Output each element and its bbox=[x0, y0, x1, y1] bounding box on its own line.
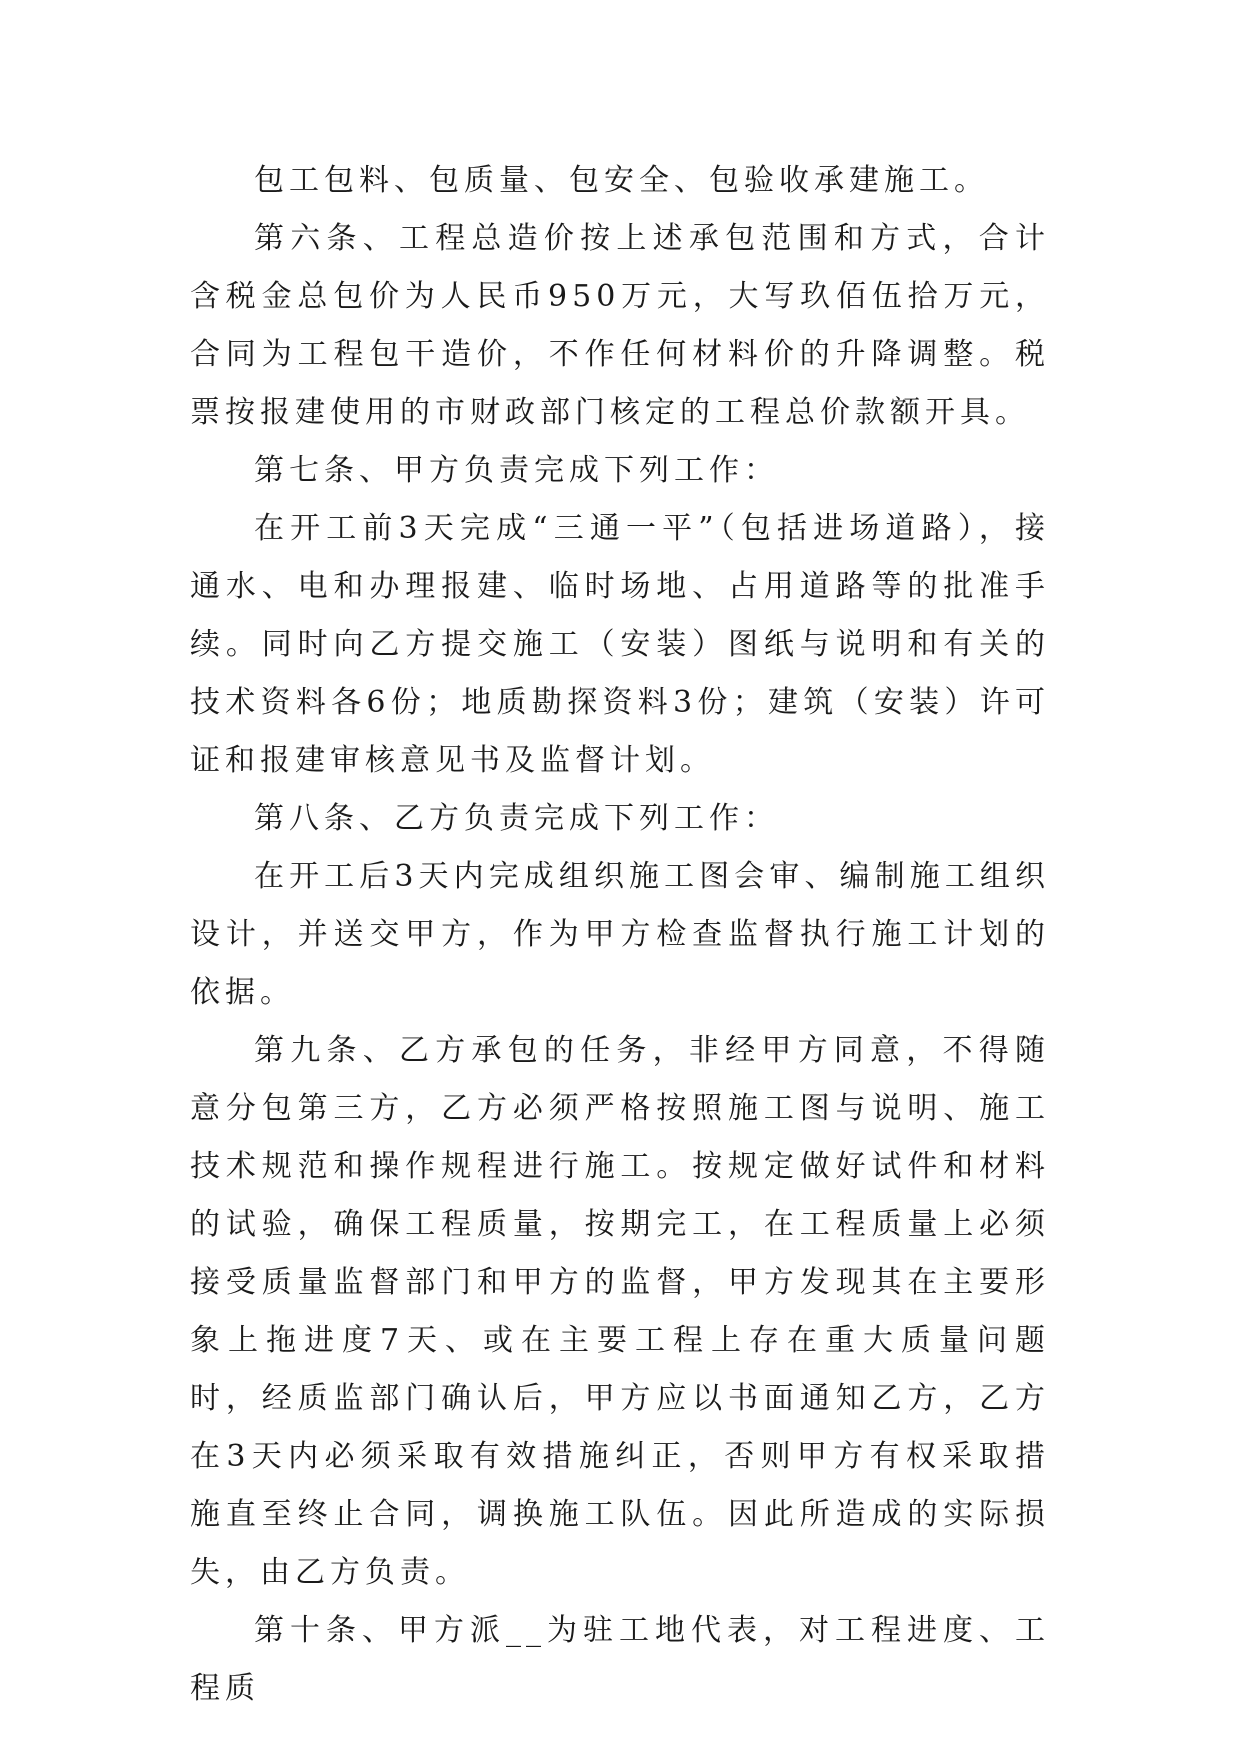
paragraph-article-7-body: 在开工前3天完成“三通一平”（包括进场道路），接通水、电和办理报建、临时场地、占用道路等的批准手续。同时向乙方提交施工（安装）图纸与说明和有关的技术资料各6份；地质勘探资料3份；建筑（安装）许可证和报建审核意见书及监督计划。 bbox=[190, 511, 1050, 778]
paragraph-article-7-heading: 第七条、甲方负责完成下列工作： bbox=[254, 453, 779, 488]
paragraph-article-9: 第九条、乙方承包的任务，非经甲方同意，不得随意分包第三方，乙方必须严格按照施工图与说明、施工技术规范和操作规程进行施工。按规定做好试件和材料的试验，确保工程质量，按期完工，在工程质量上必须接受质量监督部门和甲方的监督，甲方发现其在主要形象上拖进度7天、或在主要工程上存在重大质量问题时，经质监部门确认后，甲方应以书面通知乙方，乙方在3天内必须采取有效措施纠正，否则甲方有权采取措施直至终止合同，调换施工队伍。因此所造成的实际损失，由乙方负责。 bbox=[190, 1033, 1050, 1590]
paragraph-article-8-body: 在开工后3天内完成组织施工图会审、编制施工组织设计，并送交甲方，作为甲方检查监督执行施工计划的依据。 bbox=[190, 859, 1050, 1010]
paragraph-scope: 包工包料、包质量、包安全、包验收承建施工。 bbox=[254, 163, 989, 198]
document-body bbox=[190, 152, 1050, 1718]
paragraph-article-6: 第六条、工程总造价按上述承包范围和方式，合计含税金总包价为人民币950万元，大写玖佰伍拾万元，合同为工程包干造价，不作任何材料价的升降调整。税票按报建使用的市财政部门核定的工程总价款额开具。 bbox=[190, 221, 1050, 430]
paragraph-article-8-heading: 第八条、乙方负责完成下列工作： bbox=[254, 801, 779, 836]
paragraph-article-10: 第十条、甲方派__为驻工地代表，对工程进度、工程质 bbox=[190, 1613, 1050, 1706]
